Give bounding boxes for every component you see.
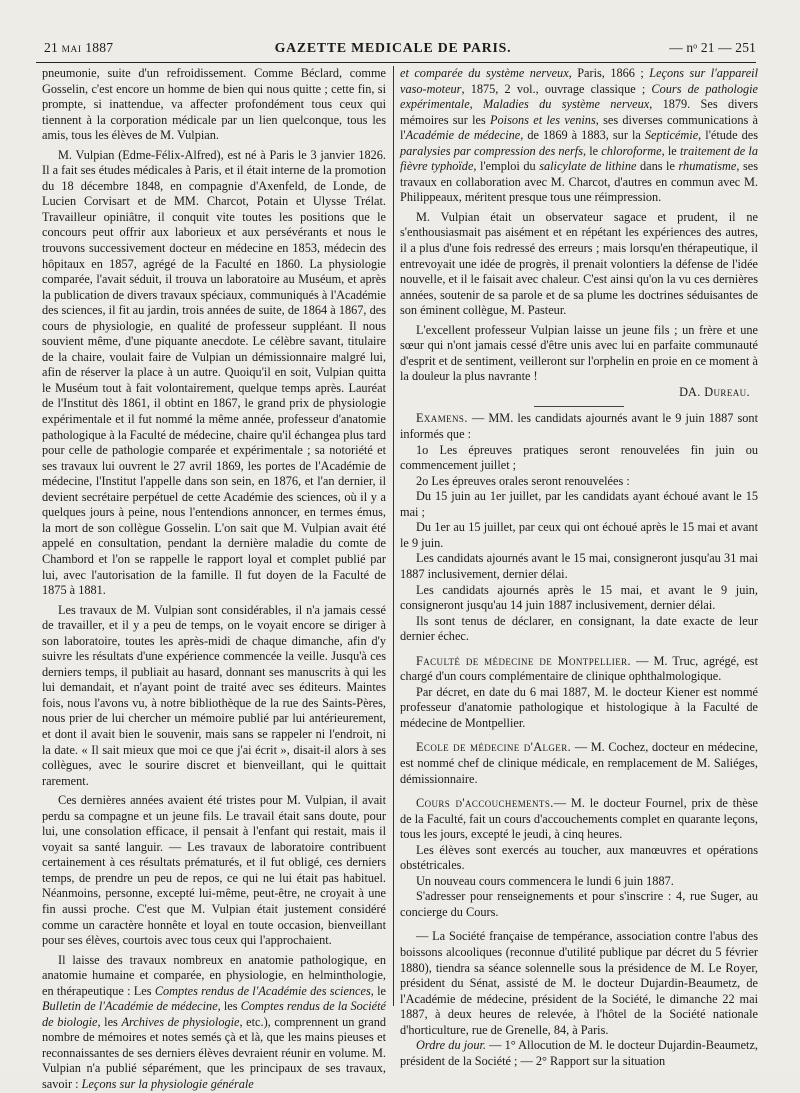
paragraph-obituary-intro: pneumonie, suite d'un refroidissement. Comme Béclard, comme Gosselin, c'est encore un homme de bien qui nous quitte ; cette fin, si prompte, si inattendue, va affecter profondément tous ceux qui tiennent à la corporation médicale par un lien quelconque, tous les amis, tous les élèves de M. Vulpian. <box>42 66 386 143</box>
paragraph-works: Les travaux de M. Vulpian sont considérables, il n'a jamais cessé de travailler, et il y a peu de temps, on le voyait encore se diriger à son laboratoire, toutes les après-midi de chaque dimanche, afin d'y suivre les résultats d'une expérience commencée la veille. Jusqu'à ces derniers temps, il publiait au hasard, donnant ses manuscrits à qui les lui demandait, et n'ayant point de traité avec ses éditeurs. Maintes fois, nous l'avons vu, à notre bibliothèque de la rue des Saints-Pères, nous prier de lui chercher un mémoire publié par lui antérieurement, et dont il avait bien le souvenir, mais sans se rappeler ni l'endroit, ni la date. « Il sait mieux que moi ce que j'ai écrit », disait-il alors à ses collègues, avec le sourire discret et bienveillant, qui le quittait rarement. <box>42 602 386 788</box>
column-divider <box>393 66 394 1006</box>
right-column <box>400 66 758 1069</box>
temperance-agenda: Ordre du jour. — 1° Allocution de M. le docteur Dujardin-Beaumetz, président de la Société ; — 2° Rapport sur la situation <box>400 1038 758 1068</box>
issue-page-number: — nᵒ 21 — 251 <box>669 40 756 55</box>
paragraph-biography: M. Vulpian (Edme-Félix-Alfred), est né à Paris le 3 janvier 1826. Il a fait ses études médicales à Paris, et il était interne de la promotion du 18 décembre 1848, en compagnie d'Axenfeld, de Londe, de Lucien Corvisart et de MM. Charcot, Potain et Ulysse Trélat. Travailleur opiniâtre, il conquit vite toutes les positions que le concours peut offrir aux laborieux et aux persévérants et nous le trouvons successivement docteur en médecine en 1853, médecin des hôpitaux en 1857, agrégé de la Faculté en 1860. La physiologie comparée, l'avait séduit, il trouva un laboratoire au Muséum, et après la publication de divers travaux spéciaux, communiqués à l'Académie des sciences, il fit au jardin, trois années de suite, de 1864 à 1867, des cours de physiologie, en qualité de professeur suppléant. Il nous souvient même, d'une piquante anecdote. Le célèbre savant, titulaire de la chaire, voulait faire de Vulpian un démissionnaire malgré lui, afin de réserver la place à un autre. Quoiqu'il en soit, Vulpian quitta le Muséum tout à fait volontairement, quelque temps après. Lauréat de l'Institut dès 1861, il obtint en 1867, le grand prix de physiologie expérimentale et il fut nommé la même année, professeur d'anatomie pathologique à la Faculté de médecine, chaire qu'il échangea plus tard pour celle de pathologie comparée et expérimentale ; sa notoriété et ses travaux lui ouvrent le 27 avril 1869, les portes de l'Académie de médecine, l'Institut l'appelle dans son sein, en 1876, et l'an dernier, il devient secrétaire perpétuel de cette Académie des sciences, où il y a quelques jours à peine, nous l'entendions annoncer, en termes émus, la mort de son collègue Gosselin. L'on sait que M. Vulpian avait été appelé en consultation, pendant la dernière maladie du comte de Chambord et l'on se rappelle le rapport loyal et complet publié par lui, avec l'autorisation de la famille. Il fut doyen de la Faculté de 1875 à 1881. <box>42 147 386 598</box>
exam-item: Ils sont tenus de déclarer, en consignant, la date exacte de leur dernier échec. <box>400 613 758 644</box>
accouchements-item: S'adresser pour renseignements et pour s'inscrire : 4, rue Suger, au concierge du Cours. <box>400 889 758 919</box>
header-rule <box>36 62 756 63</box>
exam-item: Les candidats ajournés après le 15 mai, et avant le 9 juin, consigneront jusqu'au 14 juin 1887 inclusivement, dernier délai. <box>400 582 758 613</box>
accouchements-notice: Cours d'accouchements.— M. le docteur Fournel, prix de thèse de la Faculté, fait un cours d'accouchements complet en quarante leçons, tous les jours, excepté le jeudi, à cinq heures. <box>400 796 758 842</box>
alger-notice: Ecole de médecine d'Alger. — M. Cochez, docteur en médecine, est nommé chef de clinique médicale, en remplacement de M. Saliéges, démissionnaire. <box>400 740 758 786</box>
issue-date: 21 MAI 1887 <box>44 40 114 55</box>
paragraph-family: L'excellent professeur Vulpian laisse un jeune fils ; un frère et une sœur qui n'ont jamais cessé d'être unis avec lui en parfaite communauté d'esprit et de sentiment, veilleront sur l'orphelin en proie en ce moment à la douleur la plus navrante ! <box>400 322 758 384</box>
accouchements-item: Un nouveau cours commencera le lundi 6 juin 1887. <box>416 873 674 888</box>
paragraph-last-years: Ces dernières années avaient été tristes pour M. Vulpian, il avait perdu sa compagne et un jeune fils. Le travail était sans doute, pour lui, une consolation efficace, il pensait à l'enfant qui restait, mais il voyait sa santé languir. — Les travaux de laboratoire contribuent certainement à ces résultats prématurés, et il fut obligé, ces derniers temps, de prendre un peu de repos, ce qui ne lui était pas habituel. Néanmoins, personne, excepté lui-même, peut-être, ne croyait à une fin aussi proche. C'est que M. Vulpian était justement considéré comme un caractère honnête et loyal en toute occasion, bienveillant pour ses élèves, courtois avec tous ceux qui l'approchaient. <box>42 793 386 948</box>
exam-item: Du 15 juin au 1er juillet, par les candidats ayant échoué avant le 15 mai ; <box>400 489 758 519</box>
page-header <box>30 38 756 60</box>
montpellier-notice: Faculté de médecine de Montpellier. — M. Truc, agrégé, est chargé d'un cours complémentaire de clinique ophthalmologique. <box>400 653 758 684</box>
exam-item: 2o Les épreuves orales seront renouvelées : <box>416 473 630 488</box>
journal-title: GAZETTE MEDICALE DE PARIS. <box>274 40 512 55</box>
accouchements-item: Les élèves sont exercés au toucher, aux manœuvres et opérations obstétricales. <box>400 842 758 873</box>
author-signature: DA. Dureau. <box>679 384 750 399</box>
exam-item: Du 1er au 15 juillet, par ceux qui ont échoué après le 15 mai et avant le 9 juin. <box>400 520 758 550</box>
accouchements-heading: Cours d'accouchements. <box>416 796 554 811</box>
paragraph-observer: M. Vulpian était un observateur sagace et prudent, il ne s'enthousiasmait pas aisément et en répétant les expériences des autres, il a plus d'une fois redressé des erreurs ; mais lorsqu'en thérapeutique, il entrevoyait une idée de progrès, il prenait volontiers la défense de l'idée nouvelle, et il le faisait avec chaleur. C'est ainsi qu'on la vu ces dernières années, soutenir de sa parole et de sa plume les doctrines séduisantes de son éminent collègue, M. Pasteur. <box>400 209 758 318</box>
alger-heading: Ecole de médecine d'Alger. <box>416 740 572 755</box>
section-divider <box>534 406 624 407</box>
paragraph-publications: Il laisse des travaux nombreux en anatomie pathologique, en anatomie humaine et comparée, en physiologie, en helminthologie, en thérapeutique : Les Comptes rendus de l'Académie des sciences, le Bulletin de l'Académie de médecine, les Comptes rendus de la Société de biologie, les Archives de physiologie, etc.), comprennent un grand nombre de mémoires et notes semés çà et là, que les mains pieuses et reconnaissantes de ses derniers élèves devraient réunir en volume. M. Vulpian n'a publié séparément, que les principaux de ses travaux, savoir : Leçons sur la physiologie générale <box>42 952 387 1091</box>
paragraph-publications-continued: et comparée du système nerveux, Paris, 1866 ; Leçons sur l'appareil vaso-moteur, 1875, 2 vol., ouvrage classique ; Cours de pathologie expérimentale, Maladies du système nerveux, 1879. Ses divers mémoires sur les Poisons et les venins, ses diverses communications à l'Académie de médecine, de 1869 à 1883, sur la Septicémie, l'étude des paralysies par compression des nerfs, le chloroforme, le traitement de la fièvre typhoïde, l'emploi du salicylate de lithine dans le rhumatisme, ses travaux en collaboration avec M. Charcot, d'autres en commun avec M. Philippeaux, méritent presque tous une réimpression. <box>400 66 758 205</box>
exam-notice: Examens. — MM. les candidats ajournés avant le 9 juin 1887 sont informés que : <box>400 411 758 442</box>
montpellier-heading: Faculté de médecine de Montpellier. <box>416 653 631 668</box>
left-column <box>42 66 386 1093</box>
exam-heading: Examens. <box>416 411 468 426</box>
exam-item: 1o Les épreuves pratiques seront renouvelées fin juin ou commencement juillet ; <box>400 442 758 473</box>
montpellier-decree: Par décret, en date du 6 mai 1887, M. le docteur Kiener est nommé professeur d'anatomie pathologique et histologique à la Faculté de médecine de Montpellier. <box>400 684 758 730</box>
exam-item: Les candidats ajournés avant le 15 mai, consigneront jusqu'au 31 mai 1887 inclusivement, dernier délai. <box>400 551 758 581</box>
temperance-notice: — La Société française de tempérance, association contre l'abus des boissons alcooliques (reconnue d'utilité publique par décret du 5 février 1880), tiendra sa séance solennelle sous la présidence de M. Le Royer, président du Sénat, assisté de M. le docteur Dujardin-Beaumetz, de l'Académie de médecine, président de la Société, le dimanche 22 mai 1887, à deux heures de relevée, à l'hôtel de la Société nationale d'horticulture, rue de Grenelle, 84, à Paris. <box>400 929 758 1037</box>
